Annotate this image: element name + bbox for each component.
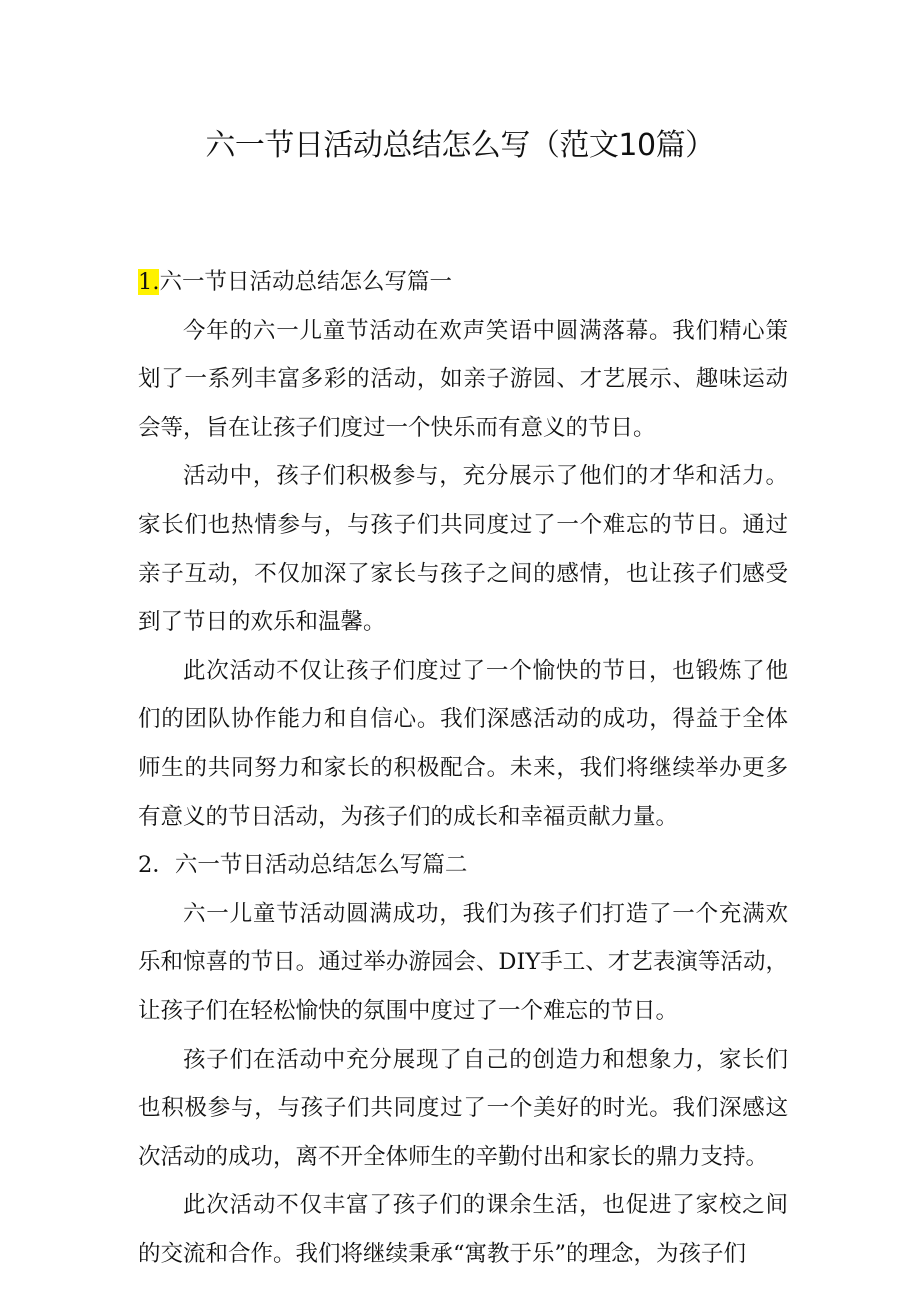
- paragraph: 六一儿童节活动圆满成功，我们为孩子们打造了一个充满欢乐和惊喜的节日。通过举办游园会、DIY手工、才艺表演等活动，让孩子们在轻松愉快的氛围中度过了一个难忘的节日。: [138, 900, 788, 1024]
- section-heading-2: [138, 841, 788, 890]
- section-heading-text: 六一节日活动总结怎么写篇一: [159, 269, 452, 295]
- paragraph: 此次活动不仅让孩子们度过了一个愉快的节日，也锻炼了他们的团队协作能力和自信心。我们深感活动的成功，得益于全体师生的共同努力和家长的积极配合。未来，我们将继续举办更多有意义的节日活动，为孩子们的成长和幸福贡献力量。: [138, 657, 788, 830]
- paragraph: 孩子们在活动中充分展现了自己的创造力和想象力，家长们也积极参与，与孩子们共同度过了一个美好的时光。我们深感这次活动的成功，离不开全体师生的辛勤付出和家长的鼎力支持。: [138, 1046, 788, 1170]
- section-heading-text: 六一节日活动总结怎么写篇二: [174, 852, 468, 879]
- paragraph: 此次活动不仅丰富了孩子们的课余生活，也促进了家校之间的交流和合作。我们将继续秉承“寓教于乐”的理念，为孩子们: [138, 1192, 788, 1267]
- section-number-highlighted: 1.: [138, 269, 160, 295]
- paragraph: 今年的六一儿童节活动在欢声笑语中圆满落幕。我们精心策划了一系列丰富多彩的活动，如亲子游园、才艺展示、趣味运动会等，旨在让孩子们度过一个快乐而有意义的节日。: [138, 317, 788, 441]
- section-heading-1: [138, 258, 788, 307]
- paragraph: 活动中，孩子们积极参与，充分展示了他们的才华和活力。家长们也热情参与，与孩子们共同度过了一个难忘的节日。通过亲子互动，不仅加深了家长与孩子之间的感情，也让孩子们感受到了节日的欢乐和温馨。: [138, 463, 788, 636]
- page-title: 六一节日活动总结怎么写（范文10篇）: [205, 128, 715, 163]
- section-number: 2．: [138, 852, 175, 879]
- document-body: [138, 258, 788, 1278]
